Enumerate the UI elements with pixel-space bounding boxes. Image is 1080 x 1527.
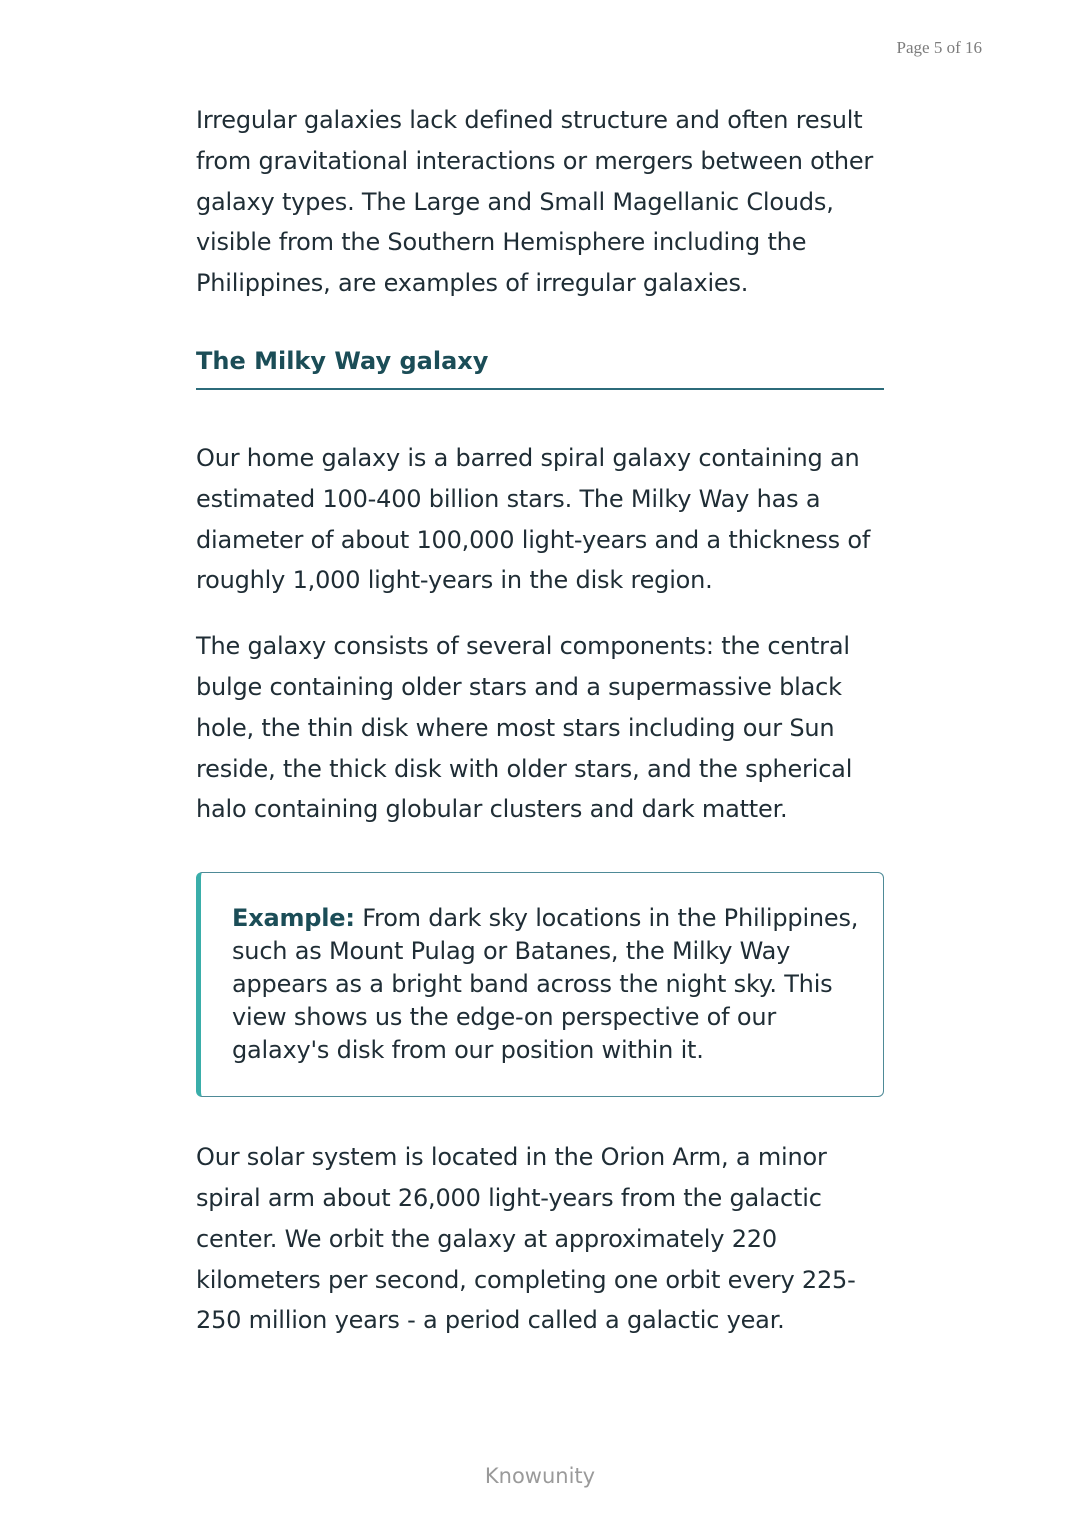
section-heading: The Milky Way galaxy	[196, 346, 884, 390]
paragraph-milky-way-components: The galaxy consists of several components: the central bulge containing older stars and a supermassive black hole, the thin disk where most stars including our Sun reside, the thick disk with older stars, and the spherical halo containing globular clusters and dark matter.	[196, 632, 853, 824]
paragraph-irregular-galaxies: Irregular galaxies lack defined structure and often result from gravitational interactions or mergers between other galaxy types. The Large and Small Magellanic Clouds, visible from the Southern Hemisphere including the Philippines, are examples of irregular galaxies.	[196, 106, 874, 298]
page-number: Page 5 of 16	[896, 38, 982, 57]
example-callout	[196, 872, 884, 1097]
paragraph-solar-system-location: Our solar system is located in the Orion Arm, a minor spiral arm about 26,000 light-years from the galactic center. We orbit the galaxy at approximately 220 kilometers per second, completing one orbit every 225-250 million years - a period called a galactic year.	[196, 1143, 856, 1335]
example-text	[232, 902, 863, 1067]
example-label: Example:	[232, 904, 355, 933]
example-body: From dark sky locations in the Philippines, such as Mount Pulag or Batanes, the Milky Way appears as a bright band across the night sky. This view shows us the edge-on perspective of our galaxy's disk from our position within it.	[232, 904, 859, 1065]
footer-brand: Knowunity	[484, 1464, 596, 1488]
document-body	[196, 100, 884, 1341]
paragraph-milky-way-overview: Our home galaxy is a barred spiral galaxy containing an estimated 100-400 billion stars. The Milky Way has a diameter of about 100,000 light-years and a thickness of roughly 1,000 light-years in the disk region.	[196, 443, 871, 595]
